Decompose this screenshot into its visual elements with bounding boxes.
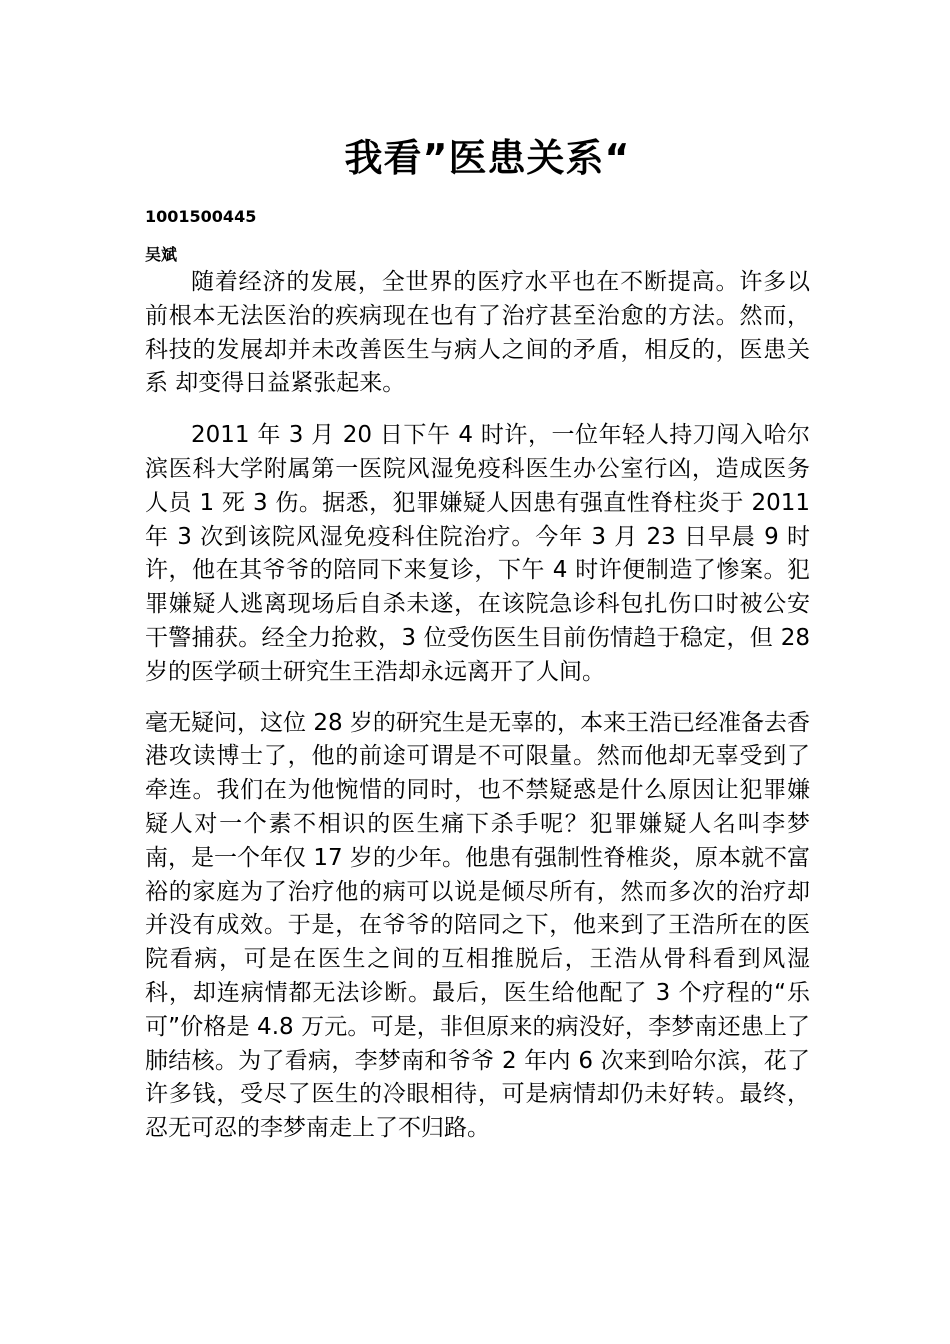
document-title: 我看”医患关系“ bbox=[344, 136, 631, 180]
author-name: 吴斌 bbox=[145, 245, 178, 264]
paragraph-intro: 随着经济的发展，全世界的医疗水平也在不断提高。许多以前根本无法医治的疾病现在也有了治疗甚至治愈的方法。然而，科技的发展却并未改善医生与病人之间的矛盾，相反的，医患关系 却变得日益紧张起来。 bbox=[145, 269, 810, 397]
paragraph-incident: 2011 年 3 月 20 日下午 4 时许，一位年轻人持刀闯入哈尔滨医科大学附属第一医院风湿免疫科医生办公室行凶，造成医务人员 1 死 3 伤。据悉，犯罪嫌疑人因患有强直性脊柱炎于 2011 年 3 次到该院风湿免疫科住院治疗。今年 3 月 23 日早晨 9 时许，他在其爷爷的陪同下来复诊，下午 4 时许便制造了惨案。犯罪嫌疑人逃离现场后自杀未遂，在该院急诊科包扎伤口时被公安干警捕获。经全力抢救，3 位受伤医生目前伤情趋于稳定，但 28 岁的医学硕士研究生王浩却永远离开了人间。 bbox=[145, 422, 810, 685]
paragraph-analysis: 毫无疑问，这位 28 岁的研究生是无辜的，本来王浩已经准备去香港攻读博士了，他的前途可谓是不可限量。然而他却无辜受到了牵连。我们在为他惋惜的同时，也不禁疑惑是什么原因让犯罪嫌疑人对一个素不相识的医生痛下杀手呢？犯罪嫌疑人名叫李梦南，是一个年仅 17 岁的少年。他患有强制性脊椎炎，原本就不富裕的家庭为了治疗他的病可以说是倾尽所有，然而多次的治疗却并没有成效。于是，在爷爷的陪同之下，他来到了王浩所在的医院看病，可是在医生之间的互相推脱后，王浩从骨科看到风湿科，却连病情都无法诊断。最后，医生给他配了 3 个疗程的“乐可”价格是 4.8 万元。可是，非但原来的病没好，李梦南还患上了肺结核。为了看病，李梦南和爷爷 2 年内 6 次来到哈尔滨，花了许多钱，受尽了医生的冷眼相待，可是病情却仍未好转。最终，忍无可忍的李梦南走上了不归路。 bbox=[145, 709, 810, 1142]
document-page bbox=[145, 128, 810, 1146]
student-id: 1001500445 bbox=[145, 207, 257, 226]
